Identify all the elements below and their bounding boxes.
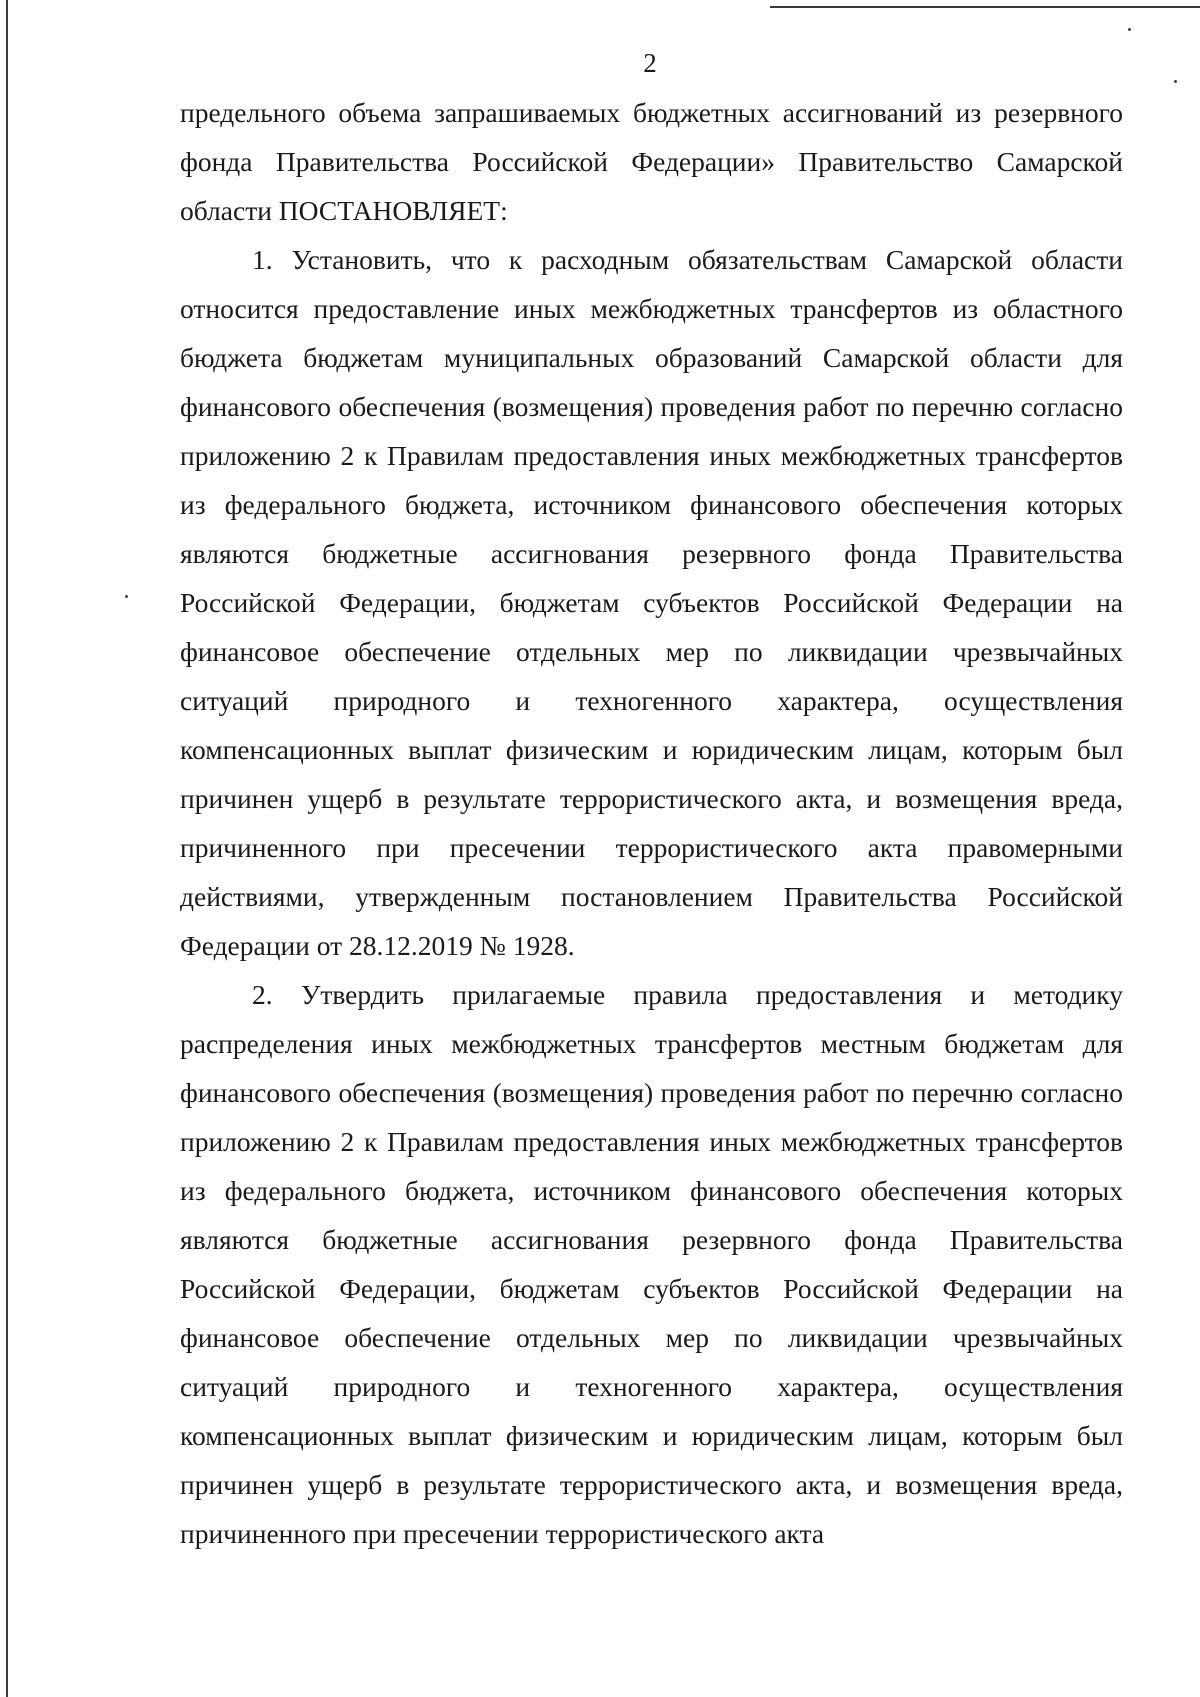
document-body [180, 88, 1123, 1558]
paragraph-item-2: 2. Утвердить прилагаемые правила предоставления и методику распределения иных межбюджетных трансфертов местным бюджетам для финансового обеспечения (возмещения) проведения работ по перечню согласно приложению 2 к Правилам предоставления иных межбюджетных трансфертов из федерального бюджета, источником финансового обеспечения которых являются бюджетные ассигнования резервного фонда Правительства Российской Федерации, бюджетам субъектов Российской Федерации на финансовое обеспечение отдельных мер по ликвидации чрезвычайных ситуаций природного и техногенного характера, осуществления компенсационных выплат физическим и юридическим лицам, которым был причинен ущерб в результате террористического акта, и возмещения вреда, причиненного при пресечении террористического акта [180, 979, 1123, 1549]
scan-speck [1174, 80, 1177, 83]
paragraph-intro: предельного объема запрашиваемых бюджетных ассигнований из резервного фонда Правительства Российской Федерации» Правительство Самарской области ПОСТАНОВЛЯЕТ: [180, 97, 1123, 226]
page-number: 2 [643, 48, 657, 78]
paragraph-item-1: 1. Установить, что к расходным обязательствам Самарской области относится предоставление иных межбюджетных трансфертов из областного бюджета бюджетам муниципальных образований Самарской области для финансового обеспечения (возмещения) проведения работ по перечню согласно приложению 2 к Правилам предоставления иных межбюджетных трансфертов из федерального бюджета, источником финансового обеспечения которых являются бюджетные ассигнования резервного фонда Правительства Российской Федерации, бюджетам субъектов Российской Федерации на финансовое обеспечение отдельных мер по ликвидации чрезвычайных ситуаций природного и техногенного характера, осуществления компенсационных выплат физическим и юридическим лицам, которым был причинен ущерб в результате террористического акта, и возмещения вреда, причиненного при пресечении террористического акта правомерными действиями, утвержденным постановлением Правительства Российской Федерации от 28.12.2019 № 1928. [180, 244, 1123, 961]
scan-speck [1128, 28, 1131, 31]
scan-speck [125, 595, 128, 598]
scan-edge-top [770, 6, 1200, 8]
scan-edge-left [6, 0, 8, 1697]
